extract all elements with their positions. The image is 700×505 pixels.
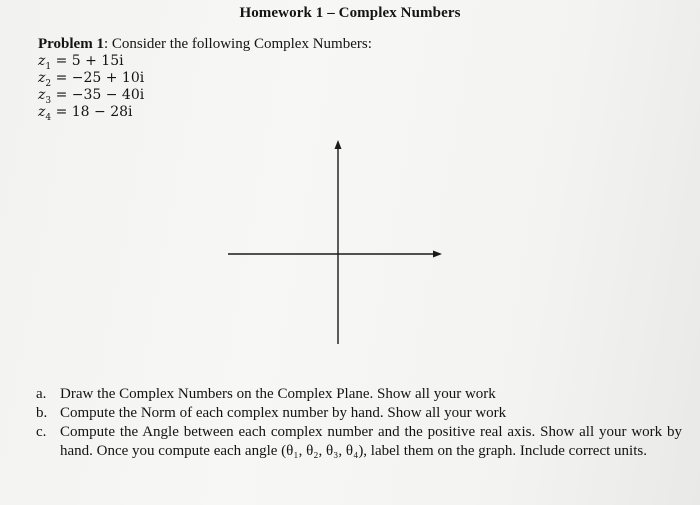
var-subscript: 1: [45, 61, 52, 72]
task-marker: c.: [36, 424, 47, 440]
imaginary-axis-arrowhead: [335, 140, 342, 149]
var-name: z: [38, 104, 46, 120]
var-subscript: 3: [45, 95, 52, 106]
problem-statement: [38, 36, 372, 53]
var-name: z: [38, 53, 46, 69]
task-marker: a.: [36, 386, 47, 402]
task-item-a: [32, 385, 682, 404]
var-name: z: [38, 87, 46, 103]
task-text: Draw the Complex Numbers on the Complex Plane. Show all your work: [60, 386, 496, 402]
number-value: = −35 − 40i: [51, 87, 145, 103]
number-value: = 5 + 15i: [51, 53, 124, 69]
task-item-b: [32, 404, 682, 423]
var-subscript: 2: [45, 78, 52, 89]
task-list: [32, 385, 682, 461]
number-value: = 18 − 28i: [51, 104, 133, 120]
complex-number-z4: [38, 104, 133, 123]
page-title: Homework 1 – Complex Numbers: [239, 5, 461, 21]
task-item-c: [32, 423, 682, 461]
real-axis-arrowhead: [433, 251, 442, 258]
var-subscript: 4: [45, 112, 52, 123]
problem-intro: : Consider the following Complex Numbers:: [103, 36, 372, 52]
task-marker: b.: [36, 405, 48, 421]
complex-number-z3: [38, 87, 144, 106]
number-value: = −25 + 10i: [51, 70, 145, 86]
task-text: Compute the Norm of each complex number by hand. Show all your work: [60, 405, 507, 421]
var-name: z: [38, 70, 46, 86]
complex-number-z1: [38, 53, 124, 72]
complex-plane-axes: [224, 138, 446, 348]
complex-number-z2: [38, 70, 144, 89]
task-text: Compute the Angle between each complex number and the positive real axis. Show all your work by hand. Once you compute each angle (θ₁, θ₂, θ₃, θ₄), label them on the graph. Include correct units.: [60, 424, 682, 459]
problem-label: Problem 1: [38, 36, 104, 52]
